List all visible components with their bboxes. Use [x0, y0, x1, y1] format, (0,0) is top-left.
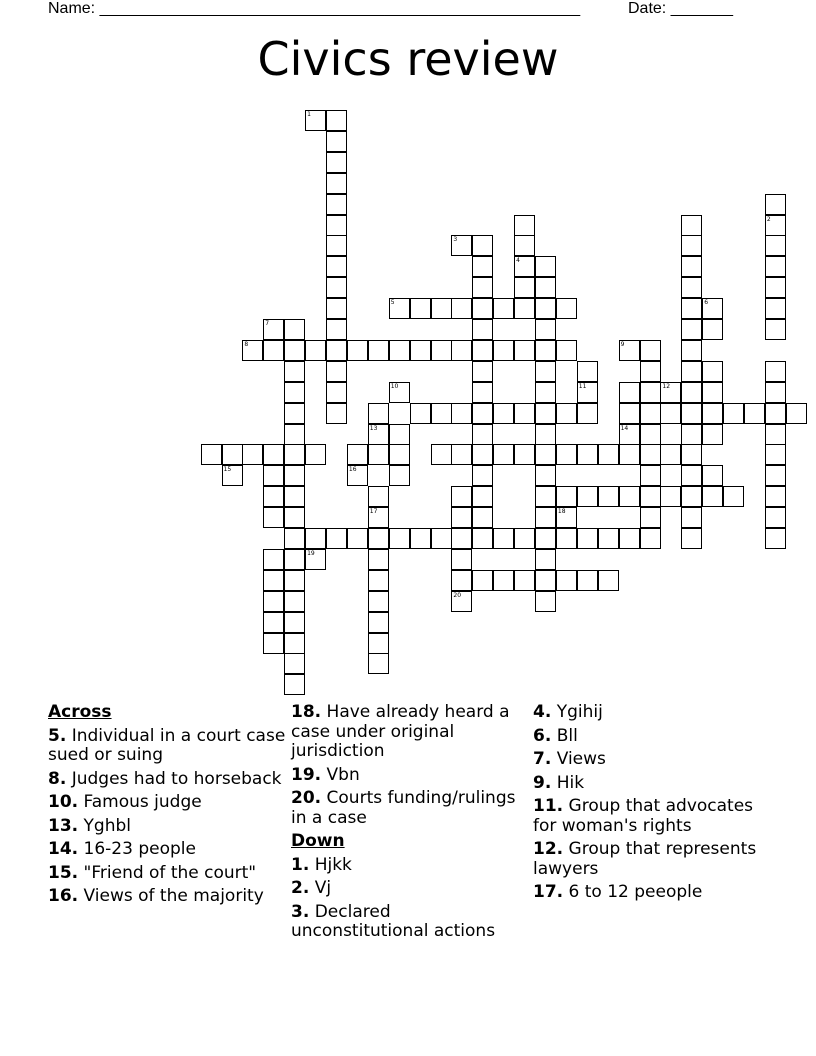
grid-cell — [765, 403, 786, 424]
grid-cell — [410, 403, 431, 424]
grid-cell — [326, 403, 347, 424]
grid-cell — [451, 528, 472, 549]
grid-cell — [368, 403, 389, 424]
grid-cell — [556, 403, 577, 424]
across-heading: Across — [48, 702, 112, 722]
clue-across-8: 8. Judges had to horseback — [48, 768, 282, 789]
grid-cell — [326, 152, 347, 173]
grid-cell — [514, 528, 535, 549]
grid-cell — [368, 486, 389, 507]
grid-cell — [619, 403, 640, 424]
clue-number: 2 — [766, 215, 771, 223]
grid-cell — [326, 361, 347, 382]
grid-cell — [765, 277, 786, 298]
grid-cell — [598, 444, 619, 465]
grid-cell — [681, 403, 702, 424]
grid-cell — [326, 194, 347, 215]
grid-cell — [389, 465, 410, 486]
clue-across-10: 10. Famous judge — [48, 792, 202, 812]
grid-cell — [619, 486, 640, 507]
grid-cell — [389, 528, 410, 549]
grid-cell — [201, 444, 222, 465]
clue-down-6: 6. Bll — [533, 725, 578, 746]
clue-across-15: 15. "Friend of the court" — [48, 862, 257, 883]
grid-cell — [514, 235, 535, 256]
grid-cell — [577, 403, 598, 424]
grid-cell — [326, 235, 347, 256]
grid-cell — [765, 256, 786, 277]
clue-number: 20 — [453, 591, 462, 599]
grid-cell — [326, 215, 347, 236]
grid-cell — [765, 528, 786, 549]
grid-cell — [431, 528, 452, 549]
grid-cell — [744, 403, 765, 424]
clue-number: 1 — [307, 111, 311, 118]
grid-cell — [326, 319, 347, 340]
grid-cell — [326, 256, 347, 277]
clue-number: 13 — [369, 424, 378, 432]
clue-down-1: 1. Hjkk — [291, 854, 352, 875]
clue-column-3 — [533, 703, 773, 907]
date-field-label: Date: _______ — [628, 0, 733, 17]
grid-cell — [556, 570, 577, 591]
grid-cell — [660, 403, 681, 424]
grid-cell — [389, 340, 410, 361]
clue-number: 10 — [390, 382, 399, 390]
grid-cell — [451, 486, 472, 507]
grid-cell — [702, 319, 723, 340]
grid-cell — [619, 528, 640, 549]
clue-down-2: 2. Vj — [291, 878, 332, 898]
clue-down-11: 11. Group that advocates for woman's rights — [533, 796, 754, 836]
grid-cell — [702, 424, 723, 445]
grid-cell — [660, 486, 681, 507]
clue-number: 19 — [307, 549, 315, 557]
grid-cell — [577, 528, 598, 549]
grid-cell — [640, 424, 661, 445]
grid-cell — [431, 340, 452, 361]
clue-number: 17 — [369, 508, 378, 516]
grid-cell — [242, 444, 263, 465]
clue-across-18: 18. Have already heard a case under original jurisdiction — [291, 702, 510, 761]
grid-cell — [263, 591, 284, 612]
grid-cell — [514, 403, 535, 424]
grid-cell — [681, 277, 702, 298]
grid-cell — [305, 444, 326, 465]
grid-cell — [389, 424, 410, 445]
grid-cell — [410, 528, 431, 549]
grid-cell — [389, 444, 410, 465]
grid-cell — [368, 528, 389, 549]
grid-cell — [765, 319, 786, 340]
grid-cell — [263, 465, 284, 486]
grid-cell — [640, 507, 661, 528]
grid-cell — [451, 403, 472, 424]
grid-cell — [681, 382, 702, 403]
grid-cell — [786, 403, 807, 424]
grid-cell — [326, 382, 347, 403]
grid-cell — [305, 528, 326, 549]
clue-number: 12 — [662, 382, 671, 390]
grid-cell — [493, 444, 514, 465]
grid-cell — [577, 444, 598, 465]
grid-cell — [765, 382, 786, 403]
grid-cell — [326, 277, 347, 298]
grid-cell — [284, 570, 305, 591]
grid-cell — [535, 298, 556, 319]
grid-cell — [493, 403, 514, 424]
clue-across-16: 16. Views of the majority — [48, 886, 264, 906]
grid-cell — [451, 444, 472, 465]
grid-cell — [263, 612, 284, 633]
grid-cell — [702, 382, 723, 403]
grid-cell — [284, 486, 305, 507]
grid-cell — [472, 319, 493, 340]
clue-column-1 — [48, 703, 288, 911]
grid-cell — [284, 382, 305, 403]
grid-cell — [681, 235, 702, 256]
grid-cell — [368, 633, 389, 654]
grid-cell — [681, 215, 702, 236]
grid-cell — [556, 528, 577, 549]
grid-cell — [640, 528, 661, 549]
grid-cell — [681, 424, 702, 445]
grid-cell — [535, 507, 556, 528]
clue-number: 16 — [348, 466, 357, 474]
grid-cell — [577, 486, 598, 507]
grid-cell — [326, 173, 347, 194]
grid-cell — [660, 444, 681, 465]
grid-cell — [368, 444, 389, 465]
grid-cell — [347, 444, 368, 465]
grid-cell — [410, 340, 431, 361]
grid-cell — [493, 570, 514, 591]
grid-cell — [723, 403, 744, 424]
grid-cell — [535, 444, 556, 465]
grid-cell — [535, 465, 556, 486]
grid-cell — [640, 486, 661, 507]
grid-cell — [368, 570, 389, 591]
clue-number: 15 — [223, 466, 232, 474]
grid-cell — [472, 528, 493, 549]
grid-cell — [556, 444, 577, 465]
grid-cell — [368, 591, 389, 612]
grid-cell — [681, 298, 702, 319]
grid-cell — [472, 424, 493, 445]
grid-cell — [681, 361, 702, 382]
grid-cell — [535, 340, 556, 361]
grid-cell — [472, 361, 493, 382]
clue-down-4: 4. Ygihij — [533, 702, 603, 722]
grid-cell — [681, 528, 702, 549]
clue-across-13: 13. Yghbl — [48, 815, 131, 836]
clue-number: 11 — [578, 382, 587, 390]
clue-number: 8 — [244, 340, 249, 348]
clue-number: 7 — [265, 320, 270, 327]
grid-cell — [681, 340, 702, 361]
grid-cell — [514, 277, 535, 298]
grid-cell — [472, 277, 493, 298]
grid-cell — [431, 298, 452, 319]
grid-cell — [702, 486, 723, 507]
grid-cell — [347, 340, 368, 361]
grid-cell — [451, 549, 472, 570]
grid-cell — [493, 298, 514, 319]
clue-down-17: 17. 6 to 12 peeople — [533, 882, 703, 902]
grid-cell — [284, 633, 305, 654]
grid-cell — [765, 486, 786, 507]
grid-cell — [451, 298, 472, 319]
grid-cell — [222, 444, 243, 465]
grid-cell — [514, 444, 535, 465]
grid-cell — [702, 361, 723, 382]
grid-cell — [451, 507, 472, 528]
grid-cell — [619, 382, 640, 403]
grid-cell — [284, 528, 305, 549]
grid-cell — [305, 340, 326, 361]
grid-cell — [535, 277, 556, 298]
grid-cell — [284, 674, 305, 695]
grid-cell — [598, 486, 619, 507]
grid-cell — [284, 591, 305, 612]
grid-cell — [326, 298, 347, 319]
grid-cell — [702, 465, 723, 486]
grid-cell — [681, 465, 702, 486]
clue-number: 9 — [620, 340, 625, 348]
grid-cell — [263, 340, 284, 361]
name-field-label: Name: ______________________________________________________ — [48, 0, 581, 17]
grid-cell — [284, 612, 305, 633]
down-heading: Down — [291, 831, 345, 851]
grid-cell — [535, 570, 556, 591]
clue-number: 6 — [704, 299, 709, 307]
grid-cell — [326, 131, 347, 152]
grid-cell — [765, 444, 786, 465]
grid-cell — [284, 653, 305, 674]
grid-cell — [702, 403, 723, 424]
grid-cell — [535, 528, 556, 549]
grid-cell — [368, 340, 389, 361]
grid-cell — [472, 486, 493, 507]
grid-cell — [263, 444, 284, 465]
grid-cell — [326, 528, 347, 549]
grid-cell — [431, 444, 452, 465]
grid-cell — [472, 256, 493, 277]
grid-cell — [284, 424, 305, 445]
grid-cell — [556, 298, 577, 319]
grid-cell — [284, 444, 305, 465]
grid-cell — [619, 444, 640, 465]
grid-cell — [598, 570, 619, 591]
grid-cell — [472, 570, 493, 591]
clue-number: 3 — [453, 236, 458, 244]
grid-cell — [765, 298, 786, 319]
grid-cell — [640, 403, 661, 424]
grid-cell — [514, 340, 535, 361]
grid-cell — [284, 319, 305, 340]
grid-cell — [472, 403, 493, 424]
grid-cell — [640, 361, 661, 382]
clue-across-20: 20. Courts funding/rulings in a case — [291, 788, 516, 828]
grid-cell — [472, 235, 493, 256]
grid-cell — [681, 486, 702, 507]
grid-cell — [535, 319, 556, 340]
grid-cell — [681, 444, 702, 465]
grid-cell — [263, 486, 284, 507]
grid-cell — [326, 340, 347, 361]
grid-cell — [284, 340, 305, 361]
grid-cell — [472, 507, 493, 528]
clue-across-5: 5. Individual in a court case sued or suing — [48, 725, 286, 765]
grid-cell — [263, 549, 284, 570]
grid-cell — [263, 507, 284, 528]
grid-cell — [535, 424, 556, 445]
clue-across-19: 19. Vbn — [291, 764, 360, 785]
grid-cell — [451, 340, 472, 361]
grid-cell — [681, 256, 702, 277]
grid-cell — [284, 361, 305, 382]
grid-cell — [640, 340, 661, 361]
grid-cell — [431, 403, 452, 424]
grid-cell — [535, 382, 556, 403]
grid-cell — [765, 507, 786, 528]
grid-cell — [765, 424, 786, 445]
grid-cell — [347, 528, 368, 549]
grid-cell — [263, 633, 284, 654]
grid-cell — [765, 361, 786, 382]
grid-cell — [472, 340, 493, 361]
grid-cell — [514, 215, 535, 236]
grid-cell — [640, 465, 661, 486]
clue-number: 18 — [557, 508, 566, 516]
grid-cell — [535, 256, 556, 277]
grid-cell — [640, 382, 661, 403]
grid-cell — [556, 340, 577, 361]
grid-cell — [368, 549, 389, 570]
grid-cell — [681, 319, 702, 340]
grid-cell — [472, 382, 493, 403]
grid-cell — [514, 570, 535, 591]
clue-down-7: 7. Views — [533, 749, 606, 769]
clue-number: 14 — [620, 424, 629, 432]
clue-down-9: 9. Hik — [533, 772, 585, 793]
grid-cell — [681, 507, 702, 528]
grid-cell — [472, 298, 493, 319]
clue-number: 4 — [516, 257, 520, 265]
clue-down-3: 3. Declared unconstitutional actions — [291, 901, 496, 941]
grid-cell — [284, 549, 305, 570]
grid-cell — [410, 298, 431, 319]
grid-cell — [284, 507, 305, 528]
grid-cell — [493, 528, 514, 549]
grid-cell — [598, 528, 619, 549]
grid-cell — [284, 403, 305, 424]
clue-number: 5 — [390, 299, 395, 307]
clue-across-14: 14. 16-23 people — [48, 839, 196, 859]
grid-cell — [368, 653, 389, 674]
page-title: Civics review — [257, 32, 559, 86]
grid-cell — [535, 361, 556, 382]
grid-cell — [765, 465, 786, 486]
grid-cell — [514, 298, 535, 319]
grid-cell — [368, 612, 389, 633]
grid-cell — [263, 570, 284, 591]
grid-cell — [556, 486, 577, 507]
grid-cell — [765, 235, 786, 256]
grid-cell — [451, 570, 472, 591]
grid-cell — [472, 465, 493, 486]
grid-cell — [284, 465, 305, 486]
grid-cell — [723, 486, 744, 507]
grid-cell — [535, 549, 556, 570]
grid-cell — [472, 444, 493, 465]
grid-cell — [535, 486, 556, 507]
grid-cell — [326, 110, 347, 131]
grid-cell — [535, 403, 556, 424]
clue-column-2 — [291, 703, 531, 946]
clue-down-12: 12. Group that represents lawyers — [533, 839, 757, 879]
grid-cell — [577, 570, 598, 591]
grid-cell — [577, 361, 598, 382]
grid-cell — [535, 591, 556, 612]
grid-cell — [765, 194, 786, 215]
grid-cell — [493, 340, 514, 361]
grid-cell — [640, 444, 661, 465]
